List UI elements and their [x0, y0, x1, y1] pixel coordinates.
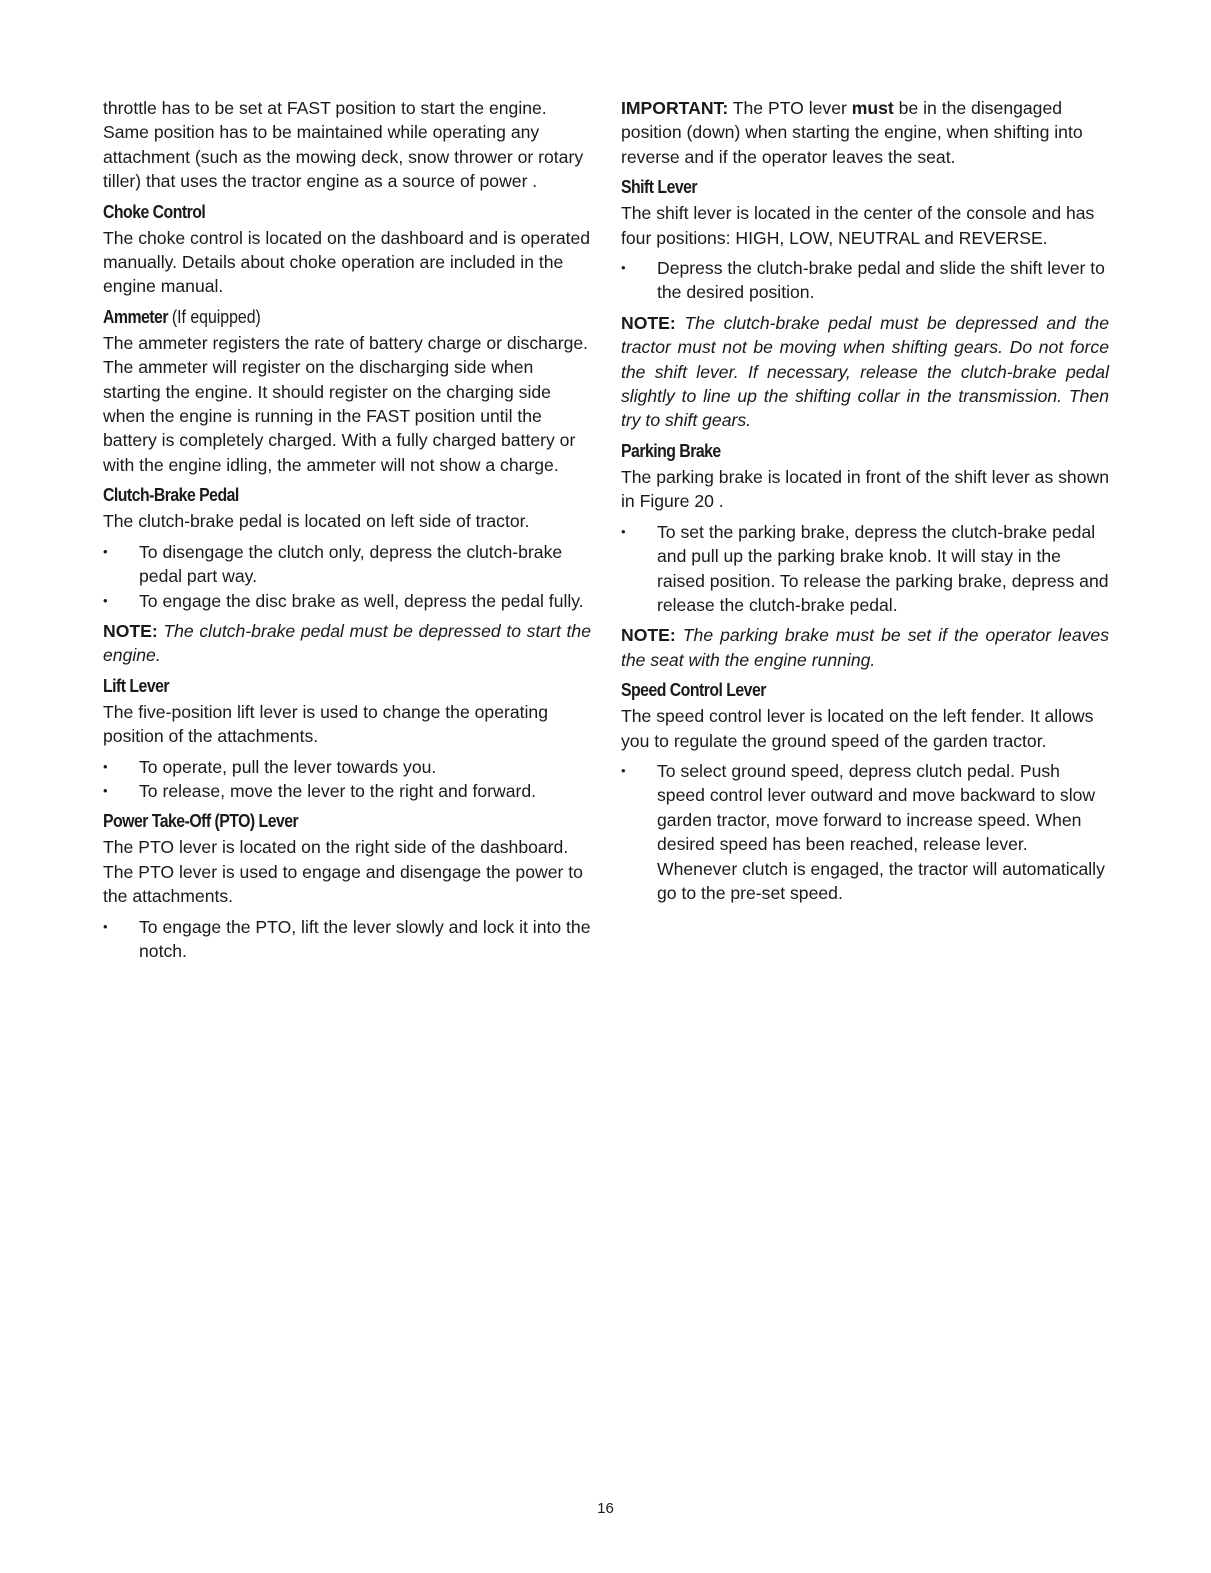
parking-brake-list	[621, 520, 1109, 618]
pto-lever-text: The PTO lever is located on the right side of the dashboard. The PTO lever is used to engage and disengage the power to the attachments.	[103, 837, 583, 907]
intro-paragraph: throttle has to be set at FAST position to start the engine. Same position has to be maintained while operating any attachment (such as the mowing deck, snow thrower or rotary tiller) that uses the tractor engine as a source of power .	[103, 98, 584, 192]
note-label: NOTE:	[621, 625, 676, 646]
page-number: 16	[597, 1500, 614, 1517]
ammeter-heading-note: (If equipped)	[171, 306, 261, 327]
pto-lever-heading: Power Take-Off (PTO) Lever	[103, 811, 299, 832]
ammeter-heading	[103, 305, 532, 329]
note-label: NOTE:	[103, 620, 158, 641]
important-text-1: The PTO lever	[732, 98, 847, 118]
parking-brake-note	[621, 623, 1109, 672]
choke-control-heading: Choke Control	[103, 201, 206, 222]
shift-lever-heading: Shift Lever	[621, 177, 698, 198]
note-label: NOTE:	[621, 312, 676, 333]
lift-lever-text: The five-position lift lever is used to change the operating position of the attachments.	[103, 701, 548, 747]
list-item: • To engage the disc brake as well, depress the pedal fully.	[103, 589, 591, 613]
list-item: • To release, move the lever to the right and forward.	[103, 779, 591, 803]
choke-control-text: The choke control is located on the dashboard and is operated manually. Details about choke operation are included in the engine manual.	[103, 227, 591, 297]
lift-lever-list	[103, 755, 591, 804]
clutch-brake-note	[103, 619, 591, 668]
right-column	[621, 96, 1109, 911]
speed-control-text: The speed control lever is located on the left fender. It allows you to regulate the ground speed of the garden tractor.	[621, 706, 1094, 751]
clutch-brake-list	[103, 540, 591, 613]
note-text: The clutch-brake pedal must be depressed to start the engine.	[103, 620, 591, 666]
parking-brake-heading: Parking Brake	[621, 440, 721, 461]
important-must: must	[851, 98, 894, 118]
left-column	[103, 96, 591, 969]
list-item: • To disengage the clutch only, depress the clutch-brake pedal part way.	[103, 540, 591, 589]
note-text: The clutch-brake pedal must be depressed and the tractor must not be moving when shifting gears. Do not force the shift lever. If necessary, release the clutch-brake pedal slightly to line up the shifting collar in the transmission. Then try to shift gears.	[621, 312, 1109, 431]
shift-lever-list	[621, 256, 1109, 305]
important-label: IMPORTANT:	[621, 98, 729, 118]
speed-control-list	[621, 759, 1109, 905]
lift-lever-heading: Lift Lever	[103, 675, 170, 696]
parking-brake-text: The parking brake is located in front of the shift lever as shown in Figure 20 .	[621, 466, 1109, 512]
important-text-2: be in the disengaged position (down) when starting the engine, when shifting into reverse and if the operator leaves the seat.	[621, 98, 1083, 167]
ammeter-text: The ammeter registers the rate of battery charge or discharge. The ammeter will register on the discharging side when starting the engine. It should register on the charging side when the engine is running in the FAST position until the battery is completely charged. With a fully charged battery or with the engine idling, the ammeter will not show a charge.	[103, 332, 589, 475]
list-item: • To operate, pull the lever towards you.	[103, 755, 591, 779]
shift-lever-note	[621, 311, 1109, 433]
ammeter-heading-title: Ammeter	[103, 306, 168, 327]
shift-lever-text: The shift lever is located in the center of the console and has four positions: HIGH, LOW, NEUTRAL and REVERSE.	[621, 203, 1095, 248]
pto-lever-list	[103, 915, 591, 964]
clutch-brake-text: The clutch-brake pedal is located on left side of tractor.	[103, 511, 530, 532]
list-item: • To select ground speed, depress clutch pedal. Push speed control lever outward and move backward to slow garden tractor, move forward to increase speed. When desired speed has been reached, release lever. Whenever clutch is engaged, the tractor will automatically go to the pre-set speed.	[621, 759, 1109, 905]
list-item: • To engage the PTO, lift the lever slowly and lock it into the notch.	[103, 915, 591, 964]
speed-control-heading: Speed Control Lever	[621, 680, 766, 701]
clutch-brake-heading: Clutch-Brake Pedal	[103, 485, 239, 506]
list-item: • To set the parking brake, depress the clutch-brake pedal and pull up the parking brake knob. It will stay in the raised position. To release the parking brake, depress and release the clutch-brake pedal.	[621, 520, 1109, 618]
list-item: • Depress the clutch-brake pedal and slide the shift lever to the desired position.	[621, 256, 1109, 305]
note-text: The parking brake must be set if the operator leaves the seat with the engine running.	[621, 625, 1109, 670]
important-paragraph	[621, 96, 1109, 169]
